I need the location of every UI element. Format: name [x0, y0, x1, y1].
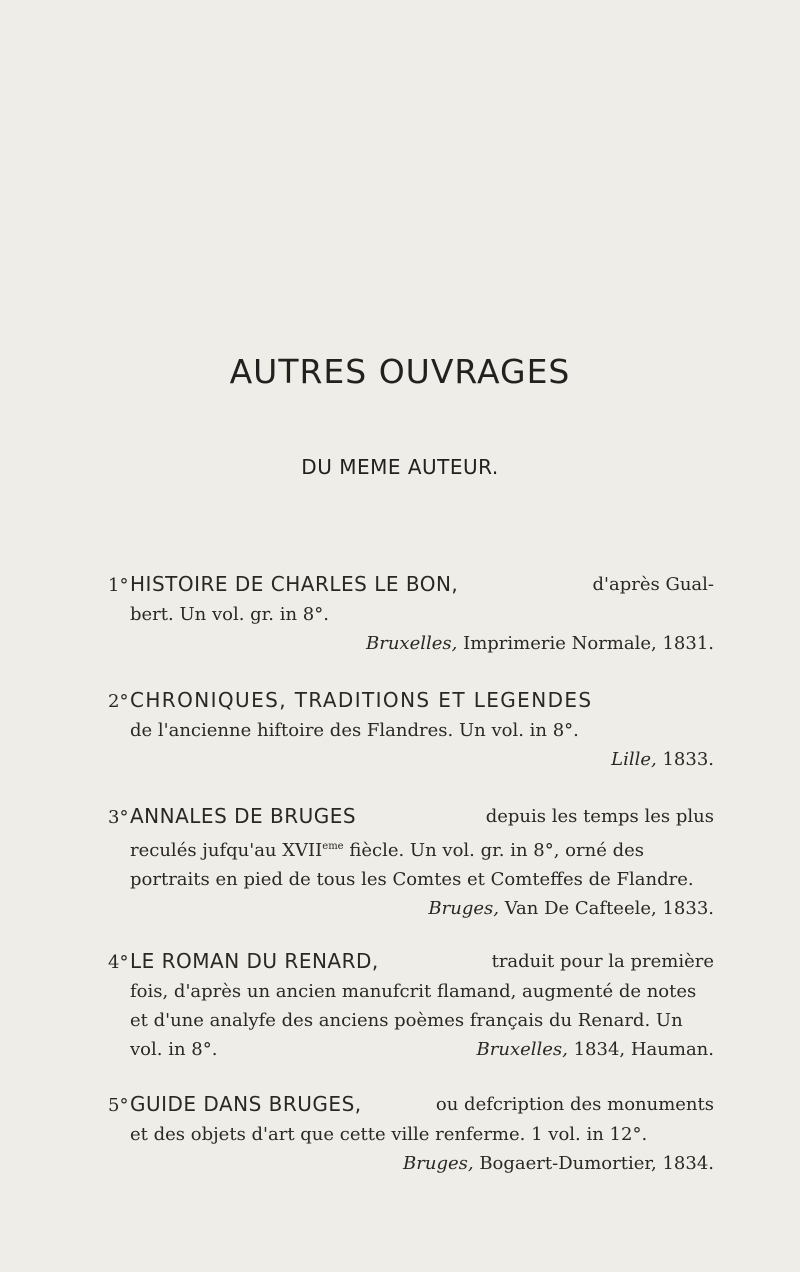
- entry-4-line-4-left: vol. in 8°.: [130, 1039, 218, 1060]
- entry-1-imprint: [108, 629, 714, 658]
- entry-1-line-1-rest: d'après Gual-: [592, 574, 714, 595]
- entry-3-line-3: portraits en pied de tous les Comtes et Comteffes de Flandre.: [130, 869, 694, 890]
- entry-5-title: GUIDE DANS BRUGES,: [130, 1092, 362, 1116]
- entry-3-title: ANNALES DE BRUGES: [130, 804, 357, 828]
- entry-1-line-1: [108, 570, 714, 600]
- entry-1: [108, 570, 714, 658]
- entry-5-number: 5°: [108, 1095, 129, 1116]
- entry-3-line-2-a: reculés jufqu'au XVII: [130, 840, 323, 861]
- entry-2-number: 2°: [108, 691, 129, 712]
- entry-3-place: Bruges,: [428, 898, 499, 919]
- entry-4-line-2: fois, d'après un ancien manufcrit flamand, augmenté de notes: [130, 981, 697, 1002]
- entry-2-title: CHRONIQUES, TRADITIONS ET LEGENDES: [130, 688, 593, 712]
- entry-5-line-2: et des objets d'art que cette ville renferme. 1 vol. in 12°.: [130, 1124, 648, 1145]
- entry-1-line-2: bert. Un vol. gr. in 8°.: [130, 604, 329, 625]
- entry-3-number: 3°: [108, 807, 129, 828]
- entry-4-line-3: et d'une analyfe des anciens poèmes français du Renard. Un: [130, 1010, 683, 1031]
- entry-5-line-1-rest: ou defcription des monuments: [435, 1094, 714, 1115]
- entry-5-imprint: [108, 1149, 714, 1178]
- entry-4-line-4: [108, 1035, 714, 1064]
- entry-5-place: Bruges,: [403, 1153, 474, 1174]
- page-subtitle: DU MEME AUTEUR.: [301, 455, 499, 479]
- entry-4-place: Bruxelles,: [476, 1039, 568, 1060]
- entry-1-publisher: Imprimerie Normale, 1831.: [463, 633, 714, 654]
- entry-5-publisher: Bogaert-Dumortier, 1834.: [479, 1153, 714, 1174]
- entry-4-title: LE ROMAN DU RENARD,: [130, 949, 379, 973]
- entry-3-imprint: [108, 894, 714, 923]
- entry-4-number: 4°: [108, 952, 129, 973]
- entry-4-line-1: [108, 947, 714, 977]
- entry-1-place: Bruxelles,: [366, 633, 458, 654]
- entry-3-line-1: [108, 802, 714, 832]
- entry-4-imprint: [477, 1035, 714, 1064]
- entry-3: [108, 802, 714, 923]
- page-title: AUTRES OUVRAGES: [229, 352, 571, 391]
- entry-1-title: HISTOIRE DE CHARLES LE BON,: [130, 572, 459, 596]
- entry-1-number: 1°: [108, 575, 129, 596]
- entry-2: [108, 686, 714, 774]
- entry-2-place: Lille,: [611, 749, 657, 770]
- entry-3-superscript: eme: [322, 841, 344, 852]
- entry-2-publisher: 1833.: [662, 749, 714, 770]
- entry-3-line-2: [108, 832, 714, 865]
- entry-2-line-1: [108, 686, 714, 716]
- entry-4-line-1-rest: traduit pour la première: [491, 951, 714, 972]
- entry-3-line-1-rest: depuis les temps les plus: [485, 806, 714, 827]
- entry-4-publisher: 1834, Hauman.: [573, 1039, 714, 1060]
- entry-2-imprint: [108, 745, 714, 774]
- entry-2-line-2: de l'ancienne hiftoire des Flandres. Un vol. in 8°.: [130, 720, 579, 741]
- entry-5-line-1: [108, 1090, 714, 1120]
- entry-4: [108, 947, 714, 1064]
- entry-5: [108, 1090, 714, 1178]
- entry-3-publisher: Van De Cafteele, 1833.: [504, 898, 714, 919]
- entry-3-line-2-b: fiècle. Un vol. gr. in 8°, orné des: [343, 840, 644, 861]
